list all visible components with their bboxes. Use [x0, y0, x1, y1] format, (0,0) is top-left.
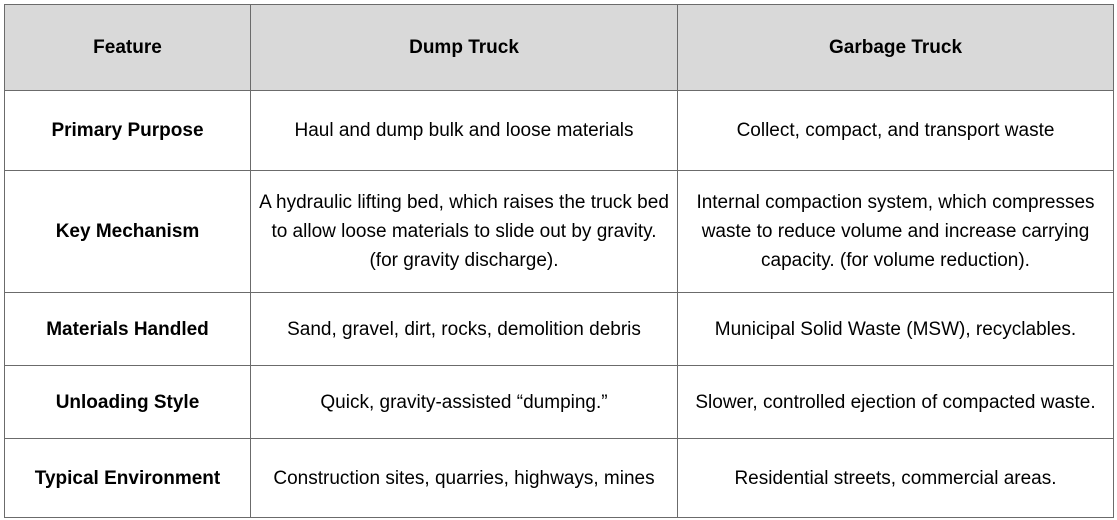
- feature-cell: Key Mechanism: [5, 171, 251, 293]
- header-dump-truck: Dump Truck: [251, 5, 678, 91]
- feature-cell: Typical Environment: [5, 439, 251, 518]
- dump-truck-cell: Construction sites, quarries, highways, mines: [251, 439, 678, 518]
- comparison-table: [4, 4, 1114, 518]
- dump-truck-cell: Quick, gravity-assisted “dumping.”: [251, 366, 678, 439]
- table-row: [5, 91, 1114, 171]
- table-row: [5, 171, 1114, 293]
- dump-truck-cell: A hydraulic lifting bed, which raises the truck bed to allow loose materials to slide out by gravity. (for gravity discharge).: [251, 171, 678, 293]
- table-header-row: [5, 5, 1114, 91]
- feature-cell: Unloading Style: [5, 366, 251, 439]
- garbage-truck-cell: Slower, controlled ejection of compacted waste.: [678, 366, 1114, 439]
- header-feature: Feature: [5, 5, 251, 91]
- feature-cell: Materials Handled: [5, 293, 251, 366]
- dump-truck-cell: Haul and dump bulk and loose materials: [251, 91, 678, 171]
- header-garbage-truck: Garbage Truck: [678, 5, 1114, 91]
- garbage-truck-cell: Collect, compact, and transport waste: [678, 91, 1114, 171]
- feature-cell: Primary Purpose: [5, 91, 251, 171]
- garbage-truck-cell: Residential streets, commercial areas.: [678, 439, 1114, 518]
- table-row: [5, 439, 1114, 518]
- garbage-truck-cell: Internal compaction system, which compresses waste to reduce volume and increase carrying capacity. (for volume reduction).: [678, 171, 1114, 293]
- table-row: [5, 293, 1114, 366]
- garbage-truck-cell: Municipal Solid Waste (MSW), recyclables.: [678, 293, 1114, 366]
- dump-truck-cell: Sand, gravel, dirt, rocks, demolition debris: [251, 293, 678, 366]
- table-row: [5, 366, 1114, 439]
